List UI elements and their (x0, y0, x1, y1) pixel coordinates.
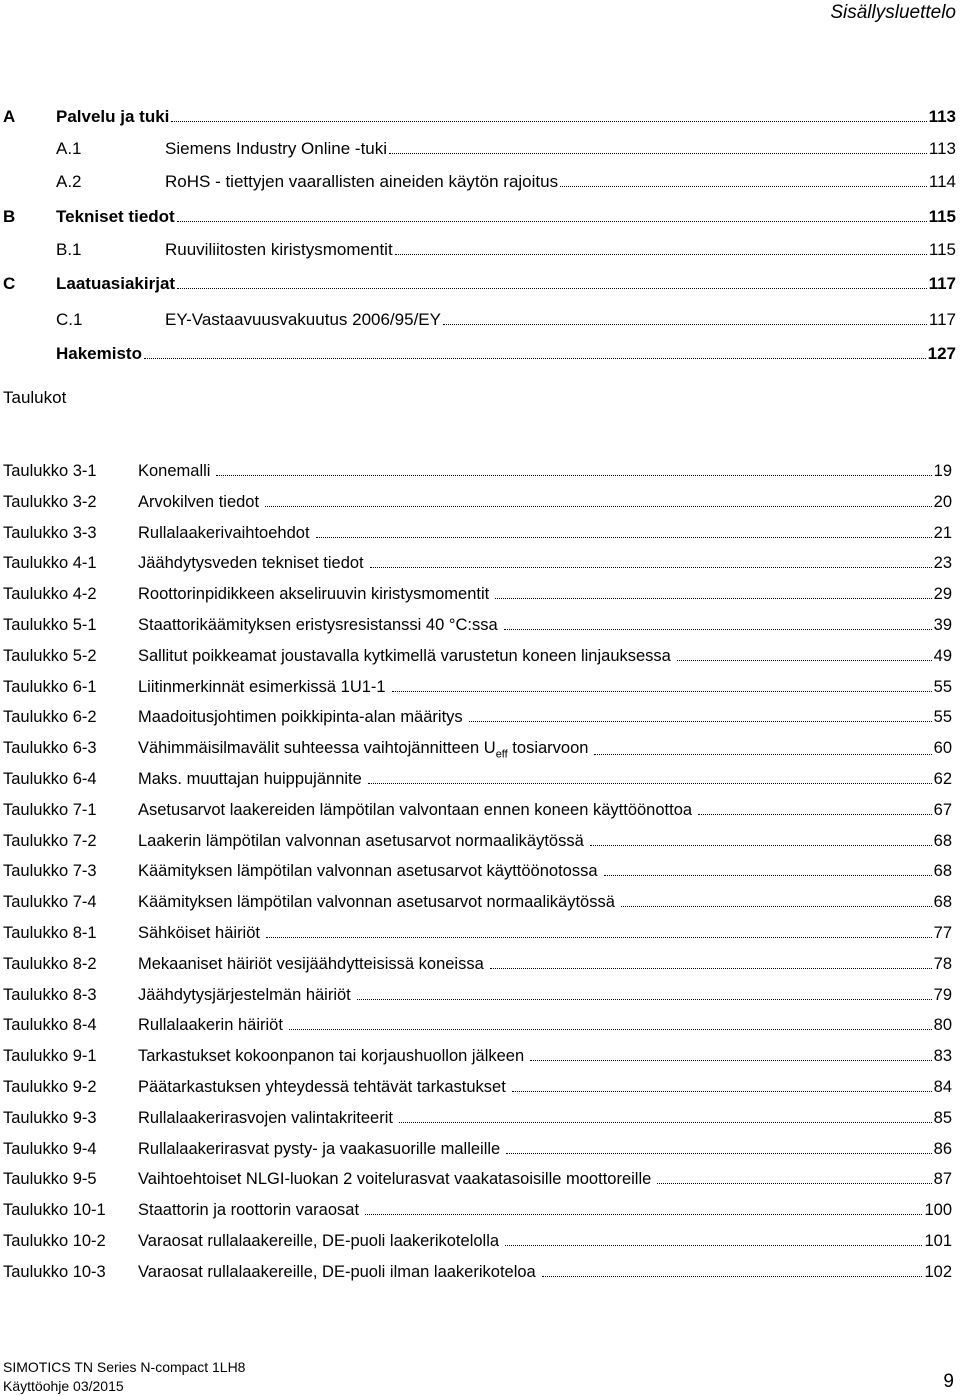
table-entry-page: 60 (933, 739, 952, 757)
toc-entry-title: Siemens Industry Online -tuki (165, 139, 388, 158)
table-entry-label: Taulukko 3-3 (3, 524, 97, 542)
table-entry-title (138, 1078, 506, 1097)
table-list-entry[interactable] (0, 862, 956, 890)
toc-entry[interactable] (0, 207, 956, 235)
toc-leader-dots (177, 288, 927, 289)
table-entry-title-text: Käämityksen lämpötilan valvonnan asetusarvot käyttöönotossa (138, 862, 598, 880)
toc-leader-dots (177, 221, 927, 222)
toc-entry[interactable] (0, 344, 956, 372)
toc-entry-title: EY-Vastaavuusvakuutus 2006/95/EY (165, 310, 441, 329)
table-entry-title (138, 678, 386, 697)
table-leader-dots (698, 814, 932, 815)
table-leader-dots (590, 845, 932, 846)
table-leader-dots (266, 937, 932, 938)
table-entry-title-text: Päätarkastuksen yhteydessä tehtävät tarkastukset (138, 1078, 506, 1096)
toc-entry[interactable] (0, 139, 956, 167)
table-entry-label: Taulukko 5-1 (3, 616, 97, 634)
table-entry-title-text: Jäähdytysjärjestelmän häiriöt (138, 986, 351, 1004)
toc-entry-page: 117 (928, 274, 956, 293)
table-leader-dots (530, 1060, 931, 1061)
toc-entry-letter: A (3, 107, 16, 126)
table-entry-title (138, 1109, 393, 1128)
footer-product: SIMOTICS TN Series N-compact 1LH8 (3, 1359, 246, 1375)
table-entry-title (138, 1263, 536, 1282)
table-leader-dots (265, 506, 932, 507)
table-list-entry[interactable] (0, 462, 956, 490)
table-entry-title-text: Roottorinpidikkeen akseliruuvin kiristysmomentit (138, 585, 490, 603)
toc-entry-page: 114 (928, 172, 956, 191)
table-entry-label: Taulukko 8-2 (3, 955, 97, 973)
table-entry-title-text: Maadoitusjohtimen poikkipinta-alan määritys (138, 708, 463, 726)
table-entry-page: 55 (933, 678, 952, 696)
table-entry-page: 80 (933, 1016, 952, 1034)
table-entry-label: Taulukko 9-3 (3, 1109, 97, 1127)
table-entry-title-text: Vaihtoehtoiset NLGI-luokan 2 voitelurasvat vaakatasoisille moottoreille (138, 1170, 652, 1188)
table-entry-page: 84 (933, 1078, 952, 1096)
table-entry-label: Taulukko 9-5 (3, 1170, 97, 1188)
table-entry-title-text: Liitinmerkinnät esimerkissä 1U1-1 (138, 678, 386, 696)
toc-entry[interactable] (0, 310, 956, 338)
table-leader-dots (368, 783, 932, 784)
toc-entry-title: Hakemisto (56, 344, 142, 363)
table-leader-dots (289, 1029, 932, 1030)
toc-leader-dots (395, 254, 927, 255)
toc-entry-title: Laatuasiakirjat (56, 274, 176, 293)
table-entry-title (138, 462, 210, 481)
table-entry-title-text: Varaosat rullalaakereille, DE-puoli ilman laakerikoteloa (138, 1263, 536, 1281)
table-entry-page: 78 (933, 955, 952, 973)
table-entry-title (138, 585, 489, 604)
table-entry-label: Taulukko 7-2 (3, 832, 97, 850)
toc-entry-title: Tekniset tiedot (56, 207, 175, 226)
table-entry-title (138, 708, 463, 727)
toc-entry[interactable] (0, 107, 956, 135)
table-list-entry[interactable] (0, 1140, 956, 1168)
toc-entry-number: C.1 (56, 310, 83, 329)
toc-leader-dots (144, 358, 926, 359)
table-list-entry[interactable] (0, 1109, 956, 1137)
table-entry-title (138, 862, 598, 881)
table-list-entry[interactable] (0, 986, 956, 1014)
table-entry-label: Taulukko 9-2 (3, 1078, 97, 1096)
table-list-entry[interactable] (0, 493, 956, 521)
table-entry-page: 21 (933, 524, 952, 542)
table-leader-dots (392, 691, 932, 692)
table-entry-label: Taulukko 7-3 (3, 862, 97, 880)
table-leader-dots (316, 537, 932, 538)
table-entry-title (138, 739, 588, 760)
table-entry-title-text: Asetusarvot laakereiden lämpötilan valvontaan ennen koneen käyttöönottoa (138, 801, 693, 819)
table-entry-page: 67 (933, 801, 952, 819)
table-entry-label: Taulukko 10-3 (3, 1263, 106, 1281)
table-entry-title (138, 1170, 651, 1189)
table-list-entry[interactable] (0, 616, 956, 644)
table-entry-title-text: Rullalaakerin häiriöt (138, 1016, 283, 1034)
table-list-entry[interactable] (0, 554, 956, 582)
toc-leader-dots (443, 324, 927, 325)
table-leader-dots (604, 875, 932, 876)
toc-entry-title: Ruuviliitosten kiristysmomentit (165, 240, 393, 259)
toc-entry-page: 115 (928, 207, 956, 226)
table-leader-dots (399, 1122, 932, 1123)
table-entry-page: 101 (924, 1232, 952, 1250)
toc-entry-page: 113 (928, 139, 956, 158)
table-entry-page: 68 (933, 832, 952, 850)
table-entry-title (138, 1016, 283, 1035)
table-entry-label: Taulukko 4-2 (3, 585, 97, 603)
table-list-entry[interactable] (0, 1170, 956, 1198)
table-entry-title (138, 493, 259, 512)
table-leader-dots (594, 754, 931, 755)
table-list-entry[interactable] (0, 924, 956, 952)
table-entry-title-text: Käämityksen lämpötilan valvonnan asetusarvot normaalikäytössä (138, 893, 615, 911)
table-entry-title-text: Jäähdytysveden tekniset tiedot (138, 554, 364, 572)
table-list-entry[interactable] (0, 647, 956, 675)
table-entry-page: 77 (933, 924, 952, 942)
table-list-entry[interactable] (0, 1232, 956, 1260)
table-list-entry[interactable] (0, 1016, 956, 1044)
table-entry-title (138, 524, 310, 543)
table-entry-title-text: Rullalaakerirasvat pysty- ja vaakasuorille malleille (138, 1140, 501, 1158)
page-header-title: Sisällysluettelo (830, 2, 956, 23)
table-entry-label: Taulukko 6-1 (3, 678, 97, 696)
table-entry-title (138, 924, 260, 943)
table-leader-dots (621, 906, 932, 907)
table-entry-title (138, 770, 362, 789)
toc-entry-page: 115 (928, 240, 956, 259)
table-entry-page: 68 (933, 862, 952, 880)
table-entry-title (138, 986, 351, 1005)
table-entry-title-text: Sähköiset häiriöt (138, 924, 260, 942)
table-entry-title (138, 1047, 524, 1066)
table-leader-dots (495, 598, 931, 599)
table-leader-dots (677, 660, 932, 661)
table-entry-page: 68 (933, 893, 952, 911)
table-list-entry[interactable] (0, 770, 956, 798)
toc-entry-letter: B (3, 207, 16, 226)
table-entry-label: Taulukko 5-2 (3, 647, 97, 665)
table-entry-title-text: Rullalaakerivaihtoehdot (138, 524, 310, 542)
table-entry-page: 79 (933, 986, 952, 1004)
table-list-entry[interactable] (0, 955, 956, 983)
toc-entry-title: RoHS - tiettyjen vaarallisten aineiden käytön rajoitus (165, 172, 559, 191)
table-list-entry[interactable] (0, 893, 956, 921)
table-entry-title (138, 647, 671, 666)
table-leader-dots (505, 1245, 922, 1246)
table-list-entry[interactable] (0, 1201, 956, 1229)
table-entry-page: 55 (933, 708, 952, 726)
table-entry-label: Taulukko 10-1 (3, 1201, 106, 1219)
table-list-entry[interactable] (0, 739, 956, 767)
toc-entry[interactable] (0, 274, 956, 302)
table-list-entry[interactable] (0, 1263, 956, 1291)
table-entry-label: Taulukko 9-4 (3, 1140, 97, 1158)
table-list-entry[interactable] (0, 585, 956, 613)
toc-entry[interactable] (0, 172, 956, 200)
toc-leader-dots (171, 121, 926, 122)
toc-entry-page: 113 (928, 107, 956, 126)
table-entry-title-text: Laakerin lämpötilan valvonnan asetusarvot normaalikäytössä (138, 832, 584, 850)
tables-heading: Taulukot (3, 388, 67, 407)
table-entry-page: 87 (933, 1170, 952, 1188)
table-entry-title-subscript: eff (495, 748, 508, 761)
table-entry-label: Taulukko 8-1 (3, 924, 97, 942)
toc-leader-dots (560, 186, 927, 187)
table-entry-title-text: Staattorin ja roottorin varaosat (138, 1201, 360, 1219)
table-leader-dots (542, 1276, 923, 1277)
table-entry-label: Taulukko 8-4 (3, 1016, 97, 1034)
table-leader-dots (216, 475, 931, 476)
toc-entry-number: B.1 (56, 240, 82, 259)
table-entry-title-text: Tarkastukset kokoonpanon tai korjaushuollon jälkeen (138, 1047, 525, 1065)
table-entry-page: 39 (933, 616, 952, 634)
table-entry-title (138, 801, 692, 820)
table-list-entry[interactable] (0, 524, 956, 552)
footer-info (3, 1358, 245, 1396)
table-list-entry[interactable] (0, 678, 956, 706)
table-entry-page: 100 (924, 1201, 952, 1219)
table-entry-title (138, 616, 498, 635)
table-entry-title-text: Konemalli (138, 462, 211, 480)
table-entry-title-text: Rullalaakerirasvojen valintakriteerit (138, 1109, 393, 1127)
table-entry-label: Taulukko 7-1 (3, 801, 97, 819)
table-entry-label: Taulukko 6-4 (3, 770, 97, 788)
toc-entry-title: Palvelu ja tuki (56, 107, 170, 126)
footer-manual: Käyttöohje 03/2015 (3, 1378, 124, 1394)
table-leader-dots (365, 1214, 922, 1215)
table-entry-page: 62 (933, 770, 952, 788)
table-entry-label: Taulukko 6-3 (3, 739, 97, 757)
table-list-entry[interactable] (0, 801, 956, 829)
table-entry-page: 86 (933, 1140, 952, 1158)
table-list-entry[interactable] (0, 1078, 956, 1106)
table-entry-label: Taulukko 4-1 (3, 554, 97, 572)
table-entry-page: 85 (933, 1109, 952, 1127)
table-leader-dots (657, 1183, 931, 1184)
table-leader-dots (504, 629, 932, 630)
table-leader-dots (490, 968, 932, 969)
table-entry-title-text: Vähimmäisilmavälit suhteessa vaihtojännitteen U (138, 739, 496, 757)
table-entry-page: 49 (933, 647, 952, 665)
table-entry-label: Taulukko 7-4 (3, 893, 97, 911)
table-entry-label: Taulukko 10-2 (3, 1232, 106, 1250)
table-entry-title-text: Sallitut poikkeamat joustavalla kytkimellä varustetun koneen linjauksessa (138, 647, 671, 665)
table-entry-title (138, 832, 584, 851)
table-entry-title-text: Staattorikäämityksen eristysresistanssi 40 °C:ssa (138, 616, 498, 634)
table-list-entry[interactable] (0, 832, 956, 860)
toc-entry-number: A.2 (56, 172, 82, 191)
table-leader-dots (506, 1153, 931, 1154)
toc-entry-page: 117 (928, 310, 956, 329)
toc-entry-letter: C (3, 274, 16, 293)
footer-page-number: 9 (943, 1371, 954, 1392)
table-entry-page: 19 (933, 462, 952, 480)
table-entry-page: 83 (933, 1047, 952, 1065)
table-entry-title (138, 1232, 499, 1251)
table-leader-dots (512, 1091, 932, 1092)
table-entry-title (138, 893, 615, 912)
table-entry-label: Taulukko 3-1 (3, 462, 97, 480)
table-entry-title (138, 1140, 500, 1159)
table-entry-title-text: Arvokilven tiedot (138, 493, 260, 511)
table-entry-page: 20 (933, 493, 952, 511)
table-entry-title (138, 554, 364, 573)
table-list-entry[interactable] (0, 708, 956, 736)
table-entry-title-text: Varaosat rullalaakereille, DE-puoli laakerikotelolla (138, 1232, 500, 1250)
table-list-entry[interactable] (0, 1047, 956, 1075)
table-leader-dots (357, 999, 932, 1000)
table-entry-page: 102 (924, 1263, 952, 1281)
toc-entry-number: A.1 (56, 139, 82, 158)
toc-entry-page: 127 (927, 344, 956, 363)
table-leader-dots (370, 567, 932, 568)
table-entry-label: Taulukko 9-1 (3, 1047, 97, 1065)
toc-leader-dots (389, 153, 927, 154)
table-entry-page: 29 (933, 585, 952, 603)
table-entry-title-suffix: tosiarvoon (507, 739, 589, 757)
table-entry-title-text: Mekaaniset häiriöt vesijäähdytteisissä koneissa (138, 955, 484, 973)
table-entry-title (138, 1201, 359, 1220)
table-leader-dots (469, 721, 932, 722)
table-entry-label: Taulukko 3-2 (3, 493, 97, 511)
table-entry-title-text: Maks. muuttajan huippujännite (138, 770, 362, 788)
table-entry-page: 23 (933, 554, 952, 572)
table-entry-label: Taulukko 6-2 (3, 708, 97, 726)
table-entry-label: Taulukko 8-3 (3, 986, 97, 1004)
toc-entry[interactable] (0, 240, 956, 268)
table-entry-title (138, 955, 484, 974)
